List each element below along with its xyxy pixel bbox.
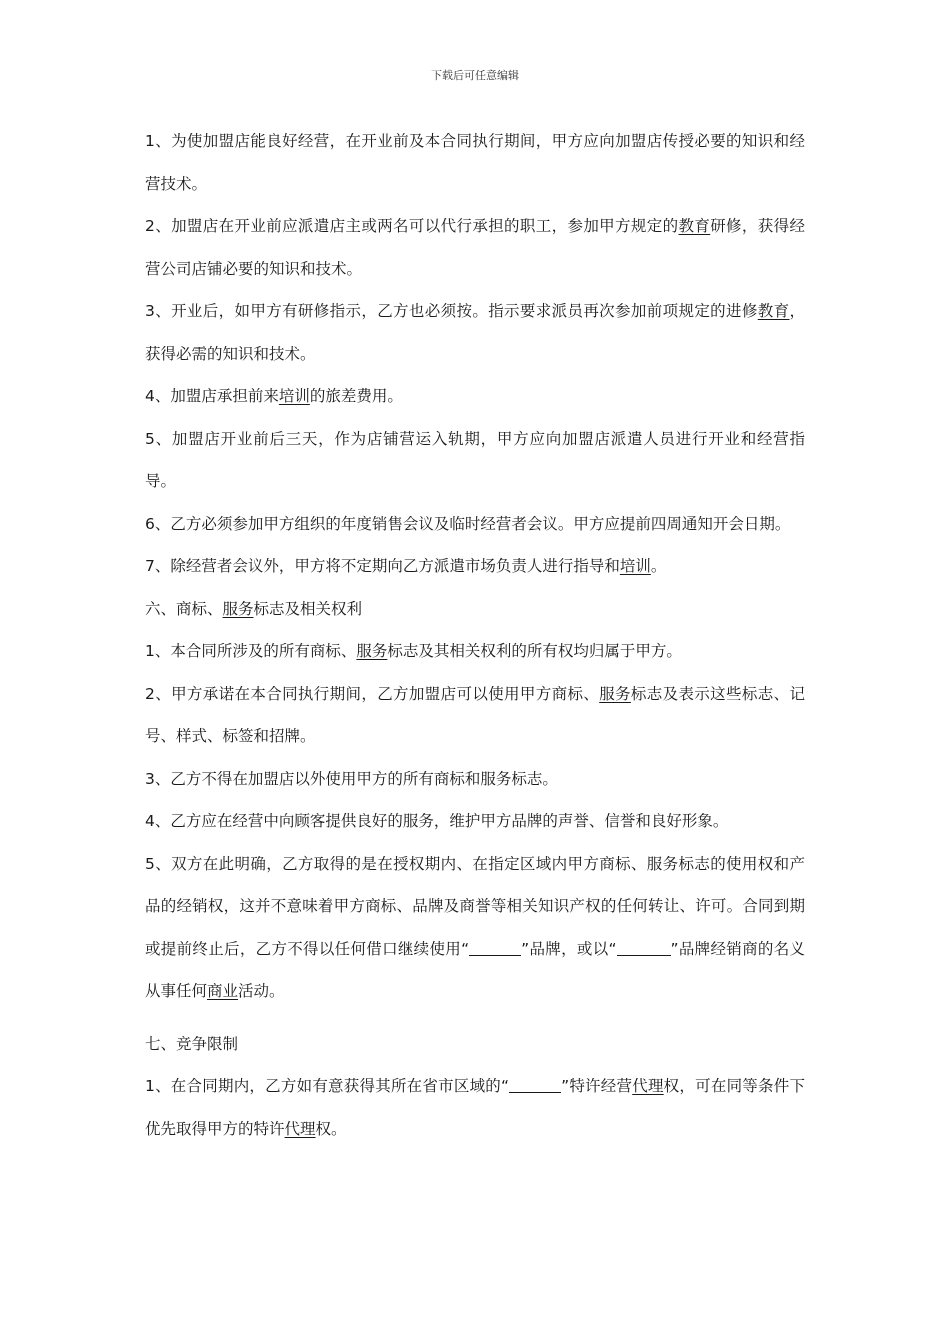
training-clause-3: 3、开业后，如甲方有研修指示，乙方也必须按。指示要求派员再次参加前项规定的进修教育，获得必需的知识和技术。 — [145, 302, 805, 363]
training-clause-4: 4、加盟店承担前来培训的旅差费用。 — [145, 387, 403, 405]
hyperlink-service[interactable]: 服务 — [222, 599, 254, 618]
hyperlink-service[interactable]: 服务 — [356, 642, 388, 660]
section-heading-trademark: 六、商标、服务标志及相关权利 — [145, 599, 363, 618]
hyperlink-service[interactable]: 服务 — [599, 684, 631, 703]
trademark-clause-2: 2、甲方承诺在本合同执行期间，乙方加盟店可以使用甲方商标、服务标志及表示这些标志、记号、样式、标签和招牌。 — [145, 684, 805, 745]
brand-name-blank[interactable] — [509, 1075, 561, 1093]
document-body — [145, 120, 805, 1150]
training-clause-1: 1、为使加盟店能良好经营，在开业前及本合同执行期间，甲方应向加盟店传授必要的知识和经营技术。 — [145, 132, 805, 193]
training-clause-7: 7、除经营者会议外，甲方将不定期向乙方派遣市场负责人进行指导和培训。 — [145, 557, 667, 575]
trademark-clause-1: 1、本合同所涉及的所有商标、服务标志及其相关权利的所有权均归属于甲方。 — [145, 642, 682, 660]
trademark-clause-5: 5、双方在此明确，乙方取得的是在授权期内、在指定区域内甲方商标、服务标志的使用权和产品的经销权，这并不意味着甲方商标、品牌及商誉等相关知识产权的任何转让、许可。合同到期或提前终止后，乙方不得以任何借口继续使用“ ”品牌，或以“ ”品牌经销商的名义从事任何商业活动。 — [145, 854, 805, 1000]
hyperlink-agency[interactable]: 代理 — [632, 1077, 664, 1095]
brand-name-blank[interactable] — [469, 937, 521, 955]
competition-clause-1: 1、在合同期内，乙方如有意获得其所在省市区域的“ ”特许经营代理权，可在同等条件下优先取得甲方的特许代理权。 — [145, 1065, 805, 1150]
trademark-clause-4: 4、乙方应在经营中向顾客提供良好的服务，维护甲方品牌的声誉、信誉和良好形象。 — [145, 812, 729, 830]
hyperlink-education[interactable]: 教育 — [757, 302, 790, 320]
section-heading-competition: 七、竞争限制 — [145, 1034, 239, 1053]
hyperlink-education[interactable]: 教育 — [678, 217, 711, 235]
page-header-note: 下载后可任意编辑 — [431, 69, 519, 82]
hyperlink-agency[interactable]: 代理 — [284, 1119, 316, 1138]
hyperlink-commerce[interactable]: 商业 — [207, 982, 239, 1000]
training-clause-5: 5、加盟店开业前后三天，作为店铺营运入轨期，甲方应向加盟店派遣人员进行开业和经营指导。 — [145, 429, 805, 490]
training-clause-6: 6、乙方必须参加甲方组织的年度销售会议及临时经营者会议。甲方应提前四周通知开会日期。 — [145, 514, 791, 533]
trademark-clause-3: 3、乙方不得在加盟店以外使用甲方的所有商标和服务标志。 — [145, 769, 558, 788]
training-clause-2: 2、加盟店在开业前应派遣店主或两名可以代行承担的职工，参加甲方规定的教育研修，获得经营公司店铺必要的知识和技术。 — [145, 217, 805, 278]
hyperlink-training[interactable]: 培训 — [278, 387, 310, 405]
brand-name-blank[interactable] — [617, 937, 671, 955]
hyperlink-training[interactable]: 培训 — [619, 557, 651, 575]
paragraph-spacer — [145, 1013, 805, 1023]
